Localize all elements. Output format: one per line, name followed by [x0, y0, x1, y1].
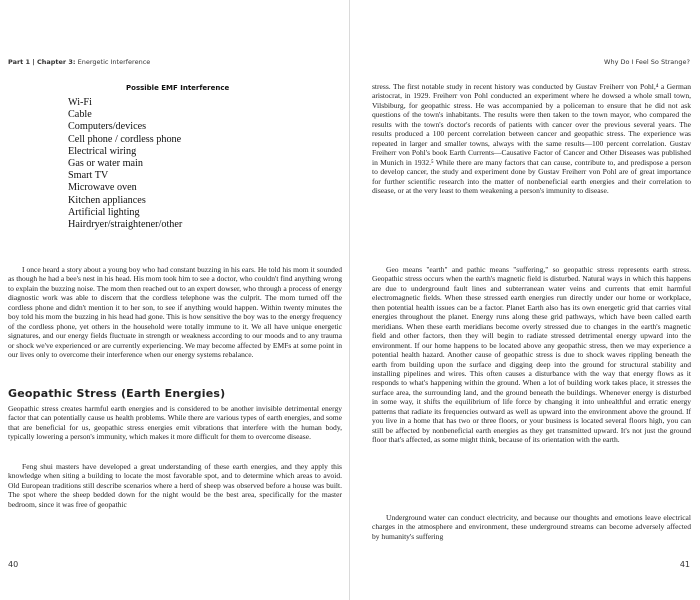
emf-list-item: Hairdryer/straightener/other [68, 219, 183, 231]
emf-list-item: Electrical wiring [68, 145, 137, 157]
body-paragraph: I once heard a story about a young boy who had constant buzzing in his ears. He told his mom it sounded as though he had a bee's nest in his head. His mom took him to see a doctor, who couldn't find anything wrong to explain the buzzing noise. The mom then reached out to an expert dowser, who through a process of energy diagnostic work was able to discern that the cordless telephone was the culprit. The mom turned off the cordless phone and didn't mention it to her son, to see if anything would happen. Within twenty minutes the boy told his mom the buzzing in his head had gone. This is how sensitive the boy was to the energy frequency of the cordless phone, yet others in the household were totally immune to it. We all have unique energetic signatures, and our energy fields fluctuate in strength or weakness according to our moods and to any trauma or shock we've experienced or are currently experiencing. We may become affected by EMFs at some point in our lives only to overcome their interference when our energy systems rebalance. [8, 265, 342, 360]
section-heading: Geopathic Stress (Earth Energies) [8, 387, 226, 400]
body-paragraph: Geopathic stress creates harmful earth energies and is considered to be another invisible detrimental energy factor that can potentially cause us health problems. While there are various types of earth energies, and some that are beneficial for us, geopathic stress energies emit vibrations that interfere with the human body, typically lowering a person's immunity, which makes it more difficult for them to overcome disease. [8, 404, 342, 442]
body-paragraph: stress. The first notable study in recent history was conducted by Gustav Freiherr von Pohl,⁴ a German aristocrat, in 1929. Freiherr von Pohl conducted an experiment where he dowsed a whole small town, Vilsbiburg, for geopathic stress. He was accompanied by a policeman to ensure that he did not ask questions of the town's inhabitants. The results were then taken to the town mayor, who compared the results with the town's doctor's records of patients with cancer over the previous several years. The results produced a 100 percent correlation between cancer and geopathic stress. The experience was repeated in larger and smaller towns, always with the same results—100 percent correlation. Gustav Freiherr von Pohl's book Earth Currents—Causative Factor of Cancer and Other Diseases was published in Munich in 1932.⁵ While there are many factors that can cause, contribute to, and predispose a person to develop cancer, the study and experiment done by Gustav Freiherr von Pohl are of great importance for further scientific research into the matter of nonbeneficial earth energies and their correlation to disease, or at the very least to them weakening a person's immunity to disease. [372, 82, 691, 195]
page-number-right: 41 [679, 560, 690, 569]
emf-list-item: Gas or water main [68, 158, 143, 170]
emf-list-item: Artificial lighting [68, 206, 140, 218]
page-number-left: 40 [8, 560, 19, 569]
body-paragraph: Geo means "earth" and pathic means "suffering," so geopathic stress represents earth stress. Geopathic stress occurs when the earth's magnetic field is disturbed. Natural ways in which this happens are due to underground fault lines and subterranean water veins and currents that emit harmful electromagnetic fields. When these stressed earth energies run directly under our home or workplace, then potential health issues can be a factor. Planet Earth also has its own energetic grid that carries vital energies throughout the planet. Energy runs along these grid pathways, which have been called earth meridians. When these earth meridians become overly stressed due to changes in the earth's magnetic field and other factors, then they will begin to radiate stressed detrimental energy upward into the environment. If our home happens to be located above any geopathic stress, then we may experience a potential health hazard. Another cause of geopathic stress is due to shock waves rippling beneath the earth from building upon the surface and digging deep into the ground for structural stability and installing pipelines and wires. This often causes a disturbance with the way that energy flows as it responds to what's happening within the ground. When a lot of building work takes place, it stresses the surface area, the surrounding land, and the ground beneath the buildings. Whenever energy is disturbed in some way, it shifts the equilibrium of life force by changing it into unhealthful and erratic energy patterns that radiate its frequencies outward as well as upward into the environment above the ground. If you live in a home that has two or three floors, or your business is located several floors high, you can still be affected by nonbeneficial earth energies as they get transmitted upward. It's not just the ground floor that's affected, as some might think, because of its orientation with the earth. [372, 265, 691, 445]
emf-list-item: Cell phone / cordless phone [68, 133, 182, 145]
running-head-left [8, 58, 150, 66]
emf-list-item: Kitchen appliances [68, 194, 146, 206]
emf-list-item: Cable [68, 109, 92, 121]
emf-list-item: Computers/devices [68, 121, 147, 133]
running-head-chapter-title: Energetic Interference [77, 58, 151, 66]
emf-list-item: Microwave oven [68, 182, 137, 194]
emf-list [68, 97, 182, 231]
body-paragraph: Underground water can conduct electricity, and because our thoughts and emotions leave electrical charges in the atmosphere and environment, these underground streams can become adversely affected by humanity's suffering [372, 513, 691, 541]
emf-list-item: Wi-Fi [68, 97, 92, 108]
emf-list-title: Possible EMF Interference [126, 84, 230, 92]
running-head-part: Part 1 | Chapter 3: [8, 58, 76, 66]
running-head-right: Why Do I Feel So Strange? [604, 58, 690, 66]
body-paragraph: Feng shui masters have developed a great understanding of these earth energies, and they apply this knowledge when siting a building to locate the most favorable spot, and to determine which areas to avoid. Old European traditions still describe scenarios where a herd of sheep was observed before a house was built. The spot where the sheep bedded down for the night would be the best area, specifically for the master bedroom, since it was free of geopathic [8, 462, 342, 509]
emf-list-item: Smart TV [68, 170, 109, 182]
